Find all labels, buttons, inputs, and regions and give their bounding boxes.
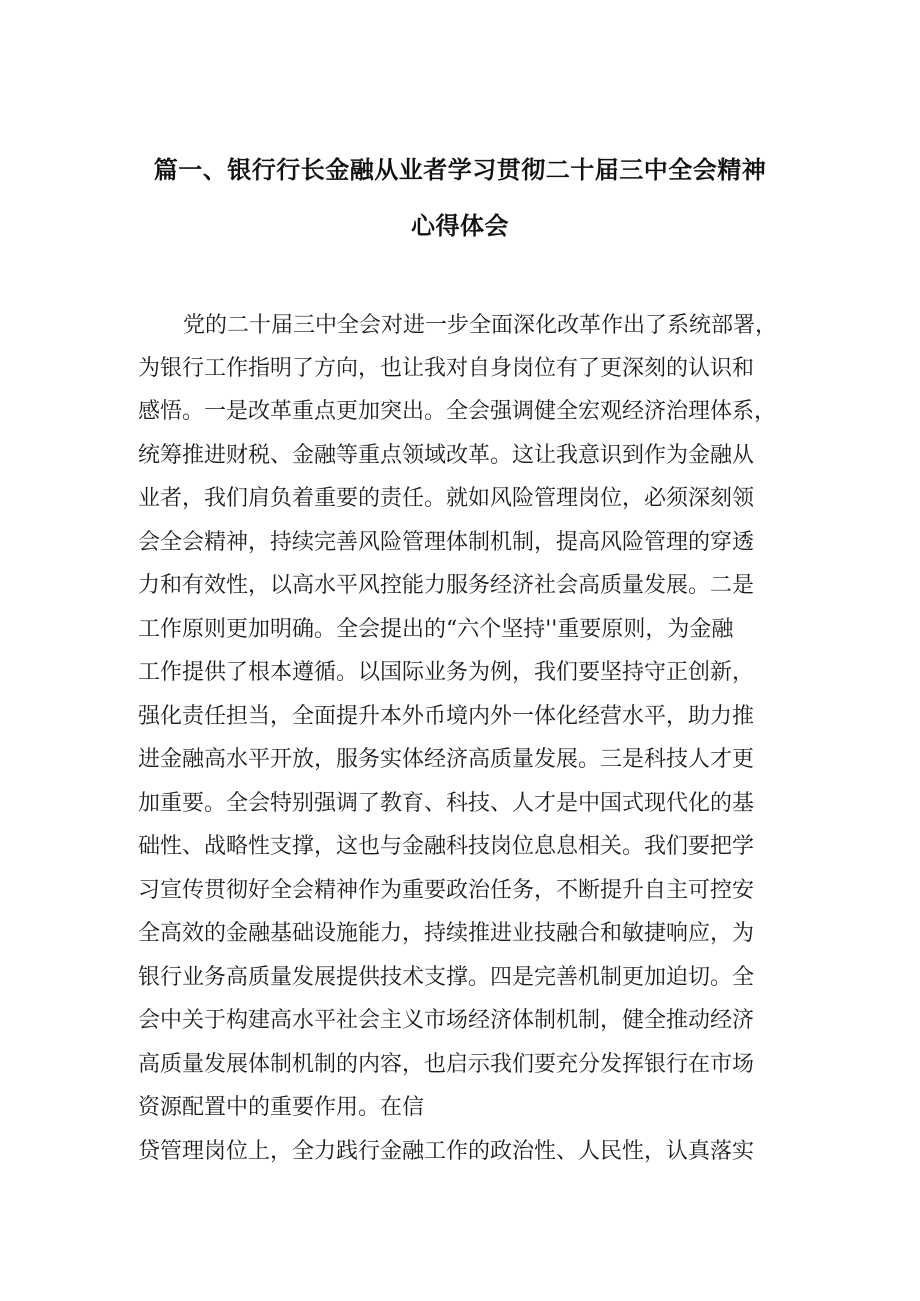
body-line: 进金融高水平开放，服务实体经济高质量发展。三是科技人才更 <box>138 747 755 772</box>
body-line: 工作原则更加明确。全会提出的“六个坚持''重要原则，为金融 <box>138 617 734 642</box>
body-line: 加重要。全会特别强调了教育、科技、人才是中国式现代化的基 <box>138 791 755 816</box>
body-line: 力和有效性，以高水平风控能力服务经济社会高质量发展。二是 <box>138 573 755 598</box>
body-line: 工作提供了根本遵循。以国际业务为例，我们要坚持守正创新， <box>138 660 755 685</box>
document-title-line-2: 心得体会 <box>411 212 509 240</box>
body-line: 银行业务高质量发展提供技术支撑。四是完善机制更加迫切。全 <box>138 965 755 990</box>
body-line: 为银行工作指明了方向，也让我对自身岗位有了更深刻的认识和 <box>138 356 755 381</box>
body-line: 全高效的金融基础设施能力，持续推进业技融合和敏捷响应，为 <box>138 921 755 946</box>
body-line: 强化责任担当，全面提升本外币境内外一体化经营水平，助力推 <box>138 704 755 729</box>
body-line: 感悟。一是改革重点更加突出。全会强调健全宏观经济治理体系， <box>138 399 777 424</box>
document-title-line-1: 篇一、银行行长金融从业者学习贯彻二十届三中全会精神 <box>153 156 767 184</box>
body-line: 统筹推进财税、金融等重点领域改革。这让我意识到作为金融从 <box>138 443 755 468</box>
body-line: 会全会精神，持续完善风险管理体制机制，提高风险管理的穿透 <box>138 530 755 555</box>
body-line: 高质量发展体制机制的内容，也启示我们要充分发挥银行在市场 <box>138 1052 755 1077</box>
body-line: 资源配置中的重要作用。在信 <box>138 1095 425 1120</box>
body-line: 习宣传贯彻好全会精神作为重要政治任务，不断提升自主可控安 <box>138 878 755 903</box>
body-line: 业者，我们肩负着重要的责任。就如风险管理岗位，必须深刻领 <box>138 486 755 511</box>
body-line: 会中关于构建高水平社会主义市场经济体制机制，健全推动经济 <box>138 1008 755 1033</box>
body-line: 党的二十届三中全会对进一步全面深化改革作出了系统部署， <box>183 313 778 338</box>
body-line: 贷管理岗位上，全力践行金融工作的政治性、人民性，认真落实 <box>138 1139 755 1164</box>
body-line: 础性、战略性支撑，这也与金融科技岗位息息相关。我们要把学 <box>138 834 755 859</box>
